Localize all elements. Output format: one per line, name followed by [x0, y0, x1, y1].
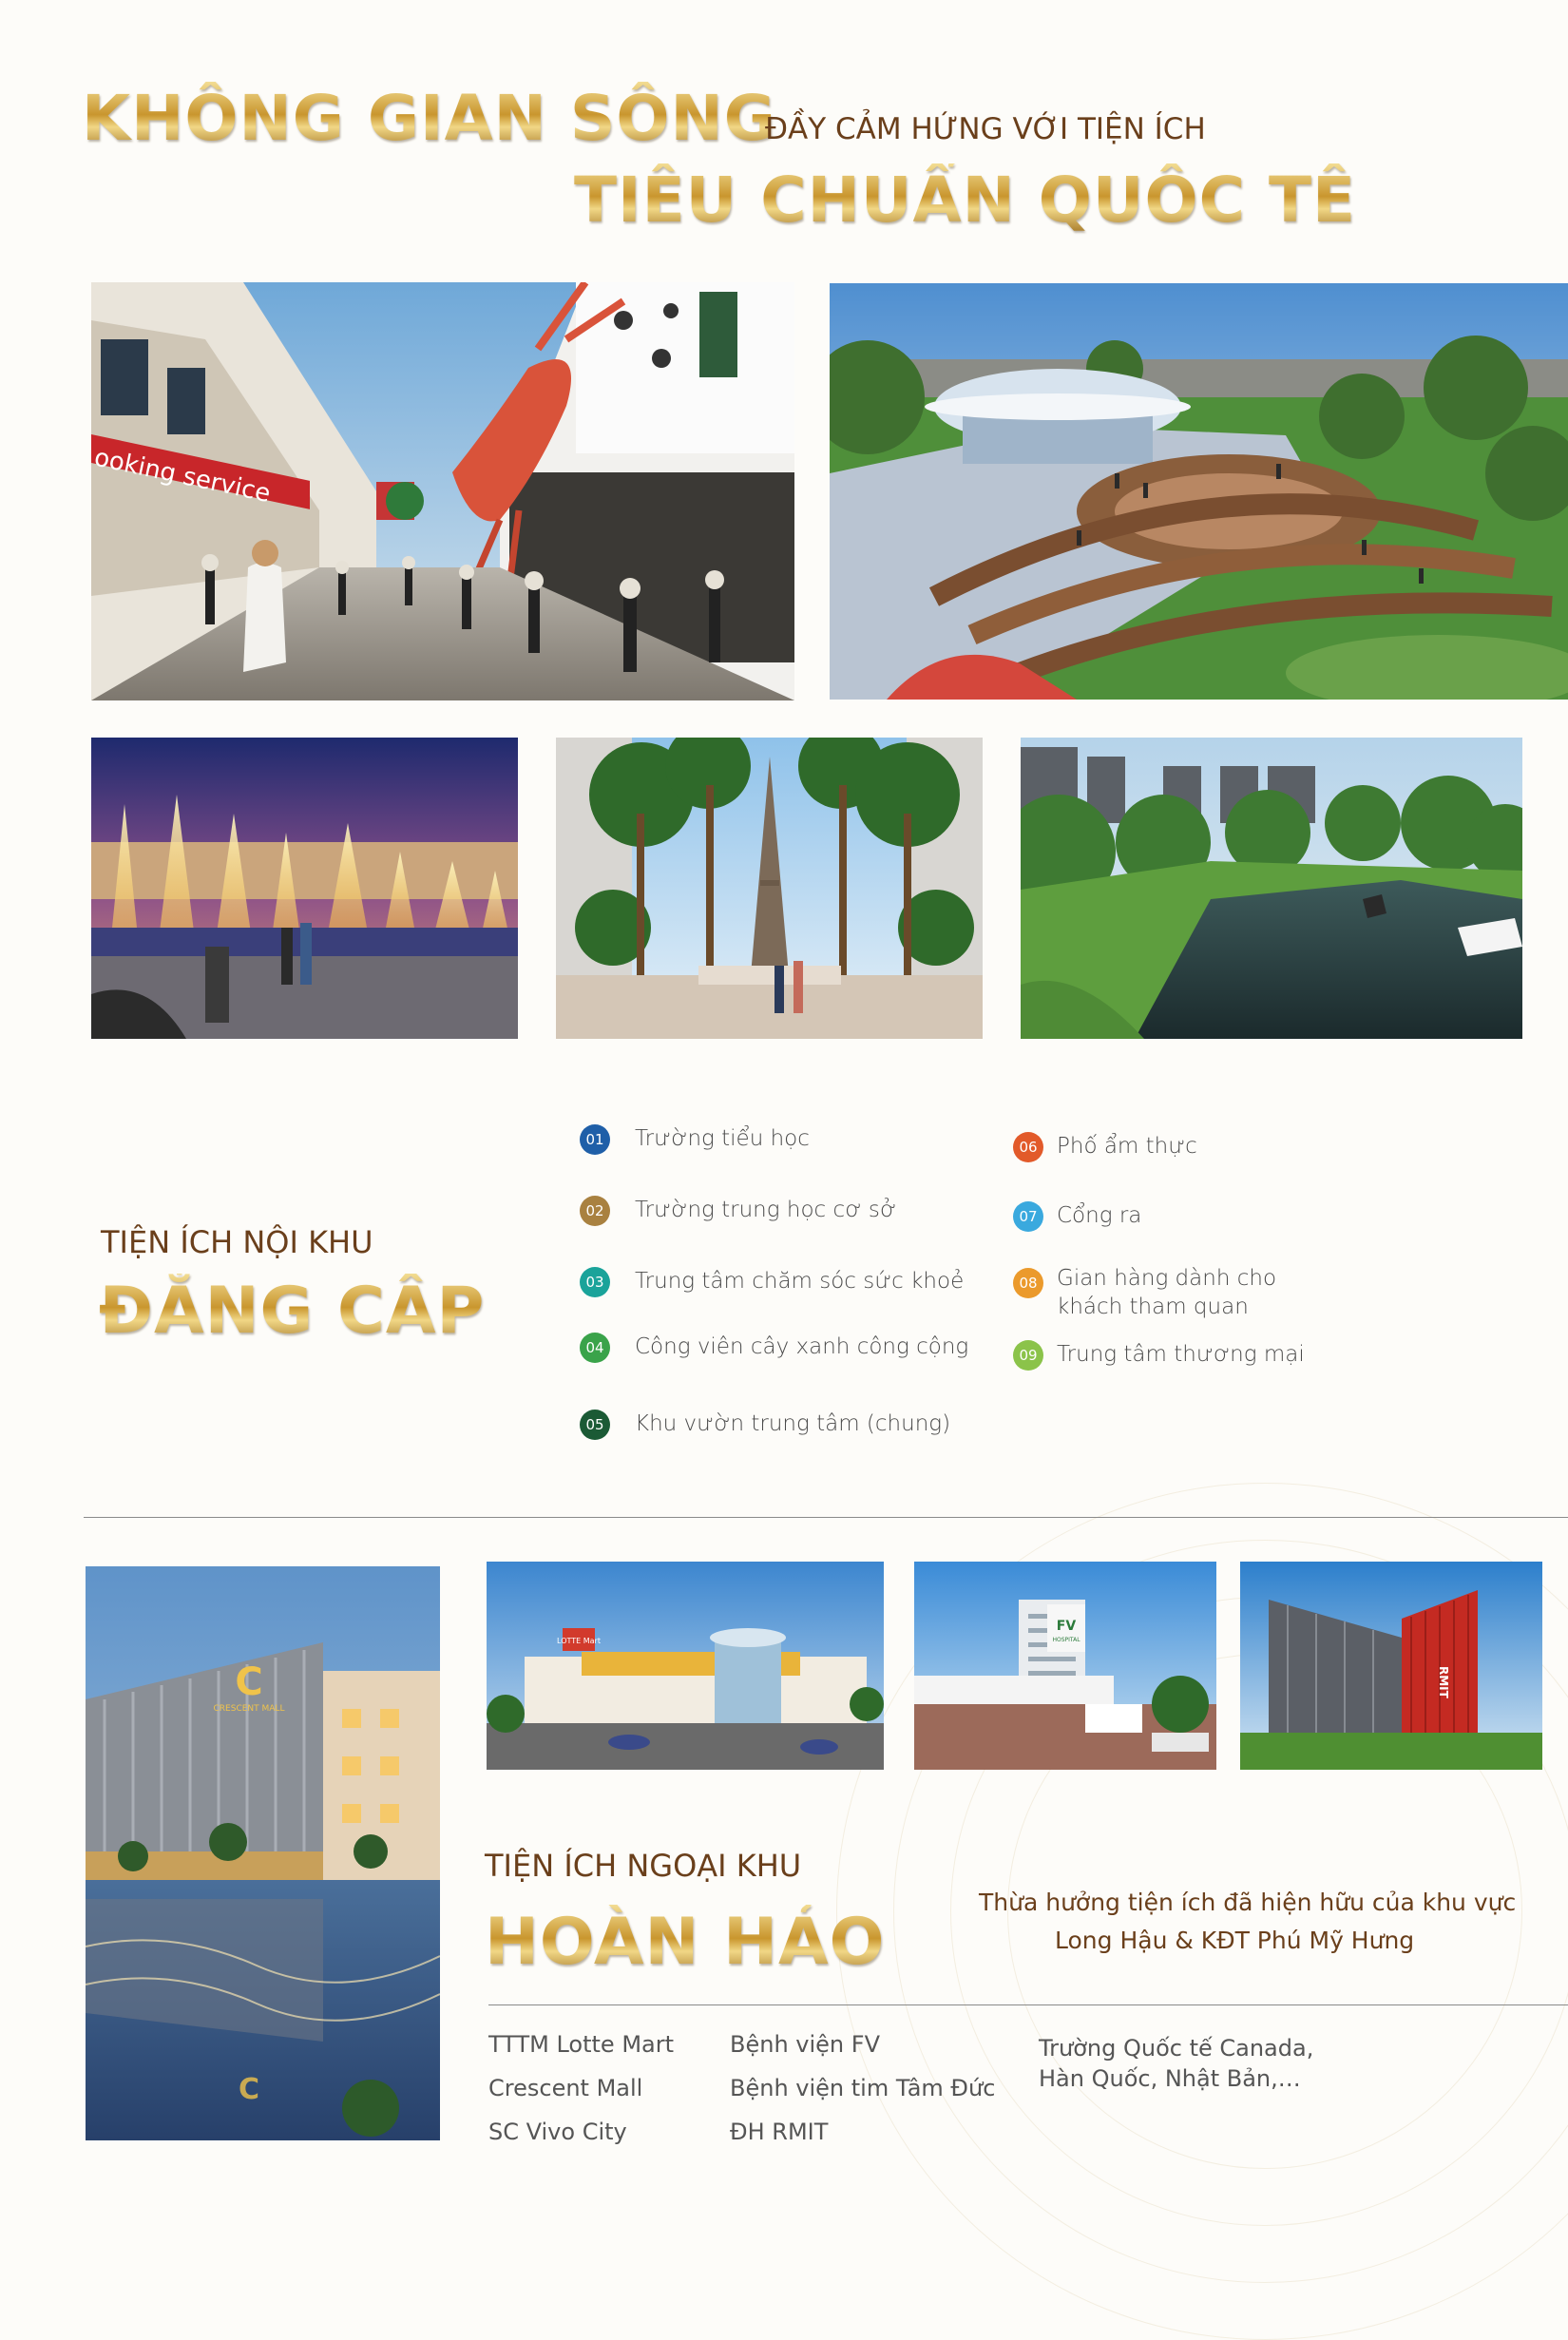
- amenity-item-02: [580, 1196, 896, 1226]
- amenity-item-06: [1013, 1132, 1197, 1162]
- amenity-number: 08: [1013, 1268, 1043, 1298]
- external-item: Bệnh viện FV: [730, 2031, 880, 2058]
- page-title-line1: KHÔNG GIAN SỐNG: [82, 82, 776, 155]
- mall-logo: C: [235, 1660, 263, 1704]
- rmit-sign: RMIT: [1437, 1666, 1450, 1698]
- lotte-sign: LOTTE Mart: [557, 1637, 601, 1645]
- mall-name: CRESCENT MALL: [213, 1704, 285, 1714]
- amenity-text: Công viên cây xanh công cộng: [635, 1334, 969, 1359]
- amenity-text: Khu vườn trung tâm (chung): [635, 1411, 951, 1436]
- amenity-text: Gian hàng dành cho khách tham quan: [1057, 1266, 1277, 1319]
- hospital-label: HOSPITAL: [1052, 1637, 1080, 1643]
- amenity-number: 05: [580, 1410, 610, 1440]
- fv-hospital-photo: [914, 1562, 1216, 1770]
- amenity-text: Trường trung học cơ sở: [635, 1198, 897, 1222]
- external-item: SC Vivo City: [488, 2119, 627, 2145]
- external-amenities-label: TIỆN ÍCH NGOẠI KHU: [485, 1848, 802, 1884]
- amenity-item-09: [1013, 1340, 1305, 1371]
- external-item: Crescent Mall: [488, 2075, 643, 2101]
- central-park-photo: [830, 283, 1568, 700]
- amenity-text: Cổng ra: [1057, 1203, 1142, 1228]
- fountain-night-photo: [91, 738, 518, 1039]
- external-item: ĐH RMIT: [730, 2119, 829, 2145]
- amenity-number: 07: [1013, 1201, 1043, 1232]
- amenity-number: 03: [580, 1267, 610, 1297]
- rmit-photo: [1240, 1562, 1542, 1770]
- eiffel-plaza-photo: [556, 738, 983, 1039]
- amenity-item-01: [580, 1124, 810, 1155]
- amenity-text: Phố ẩm thực: [1057, 1134, 1197, 1159]
- amenity-number: 06: [1013, 1132, 1043, 1162]
- internal-amenities-label: TIỆN ÍCH NỘI KHU: [101, 1224, 373, 1260]
- page-subtitle: ĐẦY CẢM HỨNG VỚI TIỆN ÍCH: [765, 112, 1206, 146]
- external-tagline-line2: Long Hậu & KĐT Phú Mỹ Hưng: [1055, 1927, 1415, 1954]
- amenity-item-07: [1013, 1201, 1141, 1232]
- amenity-text: Trung tâm chăm sóc sức khoẻ: [635, 1269, 965, 1294]
- external-divider: [488, 2004, 1568, 2005]
- amenity-number: 04: [580, 1333, 610, 1363]
- external-item: Bệnh viện tim Tâm Đức: [730, 2075, 996, 2101]
- lotte-mart-photo: [487, 1562, 884, 1770]
- canal-photo: [1021, 738, 1522, 1039]
- amenity-item-03: [580, 1267, 964, 1297]
- external-item: Trường Quốc tế Canada,: [1039, 2035, 1314, 2062]
- internal-amenities-headline: ĐẲNG CẤP: [99, 1274, 486, 1349]
- hospital-sign: FV: [1056, 1619, 1077, 1634]
- amenity-number: 09: [1013, 1340, 1043, 1371]
- external-item: Hàn Quốc, Nhật Bản,…: [1039, 2065, 1301, 2092]
- amenity-item-04: [580, 1333, 968, 1363]
- amenity-number: 02: [580, 1196, 610, 1226]
- external-amenities-headline: HOÀN HẢO: [485, 1905, 886, 1980]
- mall-logo-reflection: C: [238, 2073, 260, 2106]
- shop-sign: ooking service: [91, 443, 274, 509]
- page-title-line2: TIÊU CHUẨN QUỐC TẾ: [574, 163, 1357, 237]
- crescent-mall-photo: [86, 1566, 440, 2140]
- amenity-text: Trường tiểu học: [635, 1126, 810, 1151]
- section-divider: [84, 1517, 1568, 1518]
- amenity-item-08: [1013, 1264, 1342, 1321]
- amenity-number: 01: [580, 1124, 610, 1155]
- amenity-text: Trung tâm thương mại: [1057, 1342, 1305, 1367]
- street-food-photo: [91, 282, 794, 700]
- external-item: TTTM Lotte Mart: [488, 2031, 675, 2058]
- external-tagline-line1: Thừa hưởng tiện ích đã hiện hữu của khu vực: [979, 1889, 1517, 1916]
- amenity-item-05: [580, 1410, 950, 1440]
